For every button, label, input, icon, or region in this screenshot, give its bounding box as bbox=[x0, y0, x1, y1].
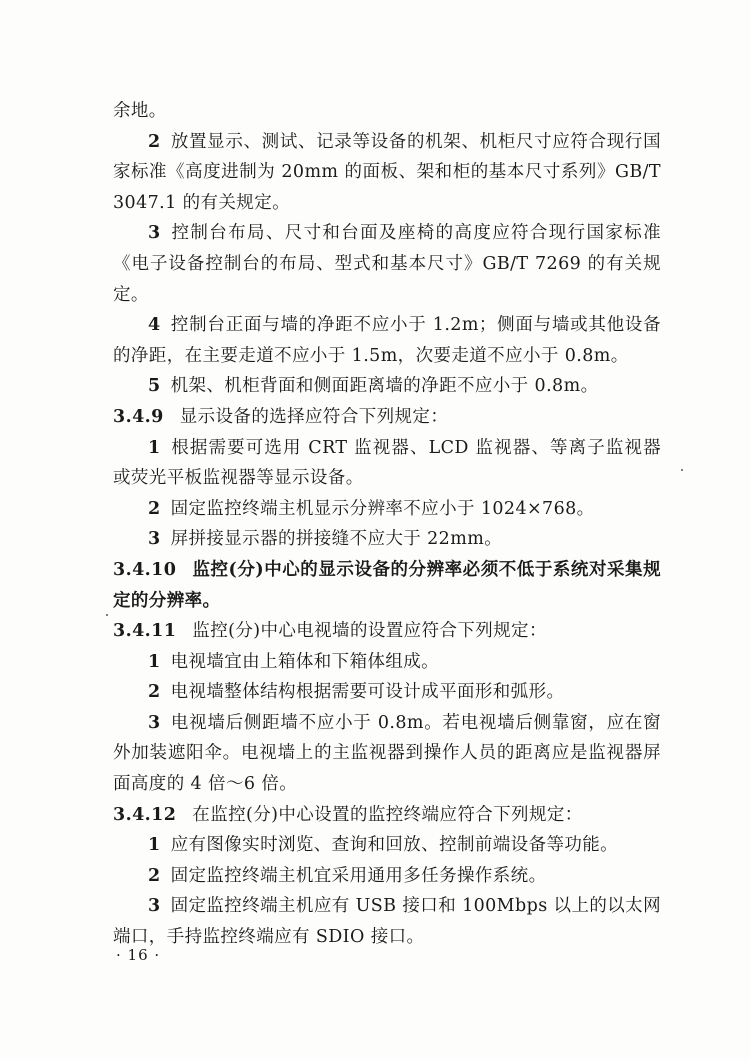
item-text: 固定监控终端主机应有 USB 接口和 100Mbps 以上的以太网端口，手持监控终端应有 SDIO 接口。 bbox=[113, 896, 661, 948]
item-text: 电视墙后侧距墙不应小于 0.8m。若电视墙后侧靠窗，应在窗外加装遮阳伞。电视墙上的主监视器到操作人员的距离应是监视器屏面高度的 4 倍～6 倍。 bbox=[113, 712, 661, 795]
list-item-3 bbox=[113, 708, 661, 800]
item-number: 3 bbox=[148, 529, 161, 550]
item-text: 放置显示、测试、记录等设备的机架、机柜尺寸应符合现行国家标准《高度进制为 20mm 的面板、架和柜的基本尺寸系列》GB/T 3047.1 的有关规定。 bbox=[113, 131, 661, 213]
item-number: 1 bbox=[148, 835, 161, 856]
clause-number: 3.4.11 bbox=[113, 621, 177, 642]
body-text bbox=[113, 96, 661, 953]
list-item-2 bbox=[113, 494, 661, 525]
clause-text: 监控(分)中心电视墙的设置应符合下列规定： bbox=[192, 621, 547, 642]
list-item-3 bbox=[113, 218, 661, 310]
item-number: 1 bbox=[148, 437, 161, 458]
paragraph-continuation bbox=[113, 96, 661, 127]
item-number: 2 bbox=[148, 682, 161, 703]
item-number: 3 bbox=[148, 223, 161, 244]
list-item-1 bbox=[113, 433, 661, 494]
item-number: 5 bbox=[148, 376, 161, 397]
item-number: 2 bbox=[148, 498, 161, 519]
item-text: 固定监控终端主机显示分辨率不应小于 1024×768。 bbox=[170, 498, 595, 519]
item-number: 2 bbox=[148, 865, 161, 886]
item-text: 屏拼接显示器的拼接缝不应大于 22mm。 bbox=[170, 529, 503, 550]
clause-text: 显示设备的选择应符合下列规定： bbox=[179, 406, 449, 427]
list-item-3 bbox=[113, 524, 661, 555]
scan-speck bbox=[681, 469, 683, 471]
list-item-1 bbox=[113, 647, 661, 678]
paragraph-text: 余地。 bbox=[113, 101, 167, 121]
clause-3-4-11 bbox=[113, 616, 661, 647]
item-text: 固定监控终端主机宜采用通用多任务操作系统。 bbox=[170, 865, 547, 886]
item-text: 根据需要可选用 CRT 监视器、LCD 监视器、等离子监视器或荧光平板监视器等显示设备。 bbox=[113, 437, 661, 489]
list-item-4 bbox=[113, 310, 661, 371]
clause-3-4-9 bbox=[113, 402, 661, 433]
clause-number: 3.4.9 bbox=[113, 406, 164, 427]
clause-text: 监控(分)中心的显示设备的分辨率必须不低于系统对采集规定的分辨率。 bbox=[113, 559, 661, 611]
clause-text: 在监控(分)中心设置的监控终端应符合下列规定： bbox=[192, 804, 583, 825]
item-number: 4 bbox=[148, 315, 161, 336]
item-number: 3 bbox=[148, 896, 161, 917]
list-item-1 bbox=[113, 830, 661, 861]
clause-3-4-10 bbox=[113, 555, 661, 616]
item-text: 电视墙宜由上箱体和下箱体组成。 bbox=[170, 651, 440, 672]
list-item-2 bbox=[113, 861, 661, 892]
item-text: 机架、机柜背面和侧面距离墙的净距不应小于 0.8m。 bbox=[170, 376, 599, 397]
page-number: · 16 · bbox=[116, 946, 161, 964]
list-item-5 bbox=[113, 371, 661, 402]
item-text: 控制台正面与墙的净距不应小于 1.2m；侧面与墙或其他设备的净距，在主要走道不应小于 1.5m，次要走道不应小于 0.8m。 bbox=[113, 315, 661, 366]
clause-number: 3.4.10 bbox=[113, 559, 177, 580]
clause-3-4-12 bbox=[113, 800, 661, 831]
clause-number: 3.4.12 bbox=[113, 804, 177, 825]
item-text: 控制台布局、尺寸和台面及座椅的高度应符合现行国家标准《电子设备控制台的布局、型式和基本尺寸》GB/T 7269 的有关规定。 bbox=[113, 223, 661, 305]
item-number: 3 bbox=[148, 712, 161, 733]
list-item-3 bbox=[113, 891, 661, 952]
scan-speck bbox=[106, 614, 108, 616]
list-item-2 bbox=[113, 127, 661, 219]
item-number: 1 bbox=[148, 651, 161, 672]
item-text: 应有图像实时浏览、查询和回放、控制前端设备等功能。 bbox=[170, 835, 619, 856]
item-text: 电视墙整体结构根据需要可设计成平面形和弧形。 bbox=[170, 682, 565, 703]
item-number: 2 bbox=[148, 131, 161, 152]
list-item-2 bbox=[113, 677, 661, 708]
